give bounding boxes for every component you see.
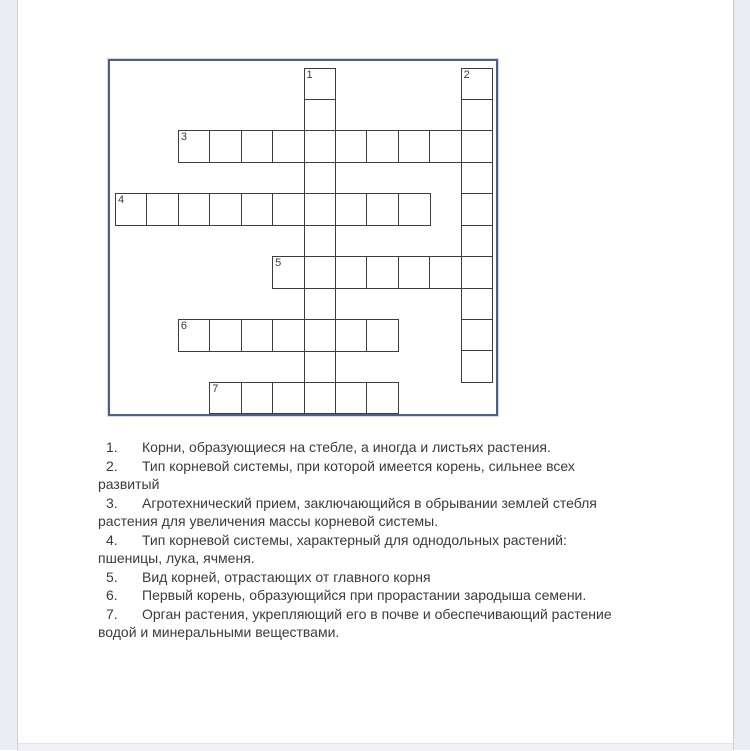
crossword-cell	[241, 193, 274, 226]
clue-number: 1.	[106, 439, 118, 455]
clue-number: 6.	[106, 587, 118, 603]
clue-item-7	[98, 605, 615, 642]
viewer-right-margin	[733, 0, 750, 750]
crossword-cell	[304, 130, 337, 163]
crossword-box	[108, 59, 498, 416]
crossword-cell-number: 2	[463, 68, 470, 81]
crossword-cell-number: 5	[275, 257, 282, 270]
crossword-cell	[366, 319, 399, 352]
clue-text: Первый корень, образующийся при прорастании зародыша семени.	[142, 587, 587, 603]
clue-text: Агротехнический прием, заключающийся в обрывании землей стебля растения для увеличения массы корневой системы.	[98, 494, 597, 529]
clue-number: 4.	[106, 531, 118, 548]
crossword-cell	[398, 130, 431, 163]
clue-text: Тип корневой системы, характерный для однодольных растений: пшеницы, лука, ячменя.	[98, 531, 567, 566]
crossword-cell	[304, 99, 337, 132]
crossword-cell	[209, 130, 242, 163]
crossword-cell	[178, 319, 211, 352]
crossword-cell	[461, 287, 494, 320]
crossword-cell	[304, 256, 337, 289]
crossword-cell-number: 7	[212, 382, 219, 395]
crossword-cell	[461, 319, 494, 352]
crossword-cell	[461, 130, 494, 163]
clue-number: 7.	[106, 605, 118, 622]
crossword-cell	[461, 225, 494, 258]
clue-number: 2.	[106, 457, 118, 474]
clue-item-1	[98, 438, 615, 457]
crossword-cell	[461, 350, 494, 383]
crossword-cell	[335, 193, 368, 226]
crossword-cell	[461, 99, 494, 132]
crossword-cell	[146, 193, 179, 226]
clue-item-3	[98, 494, 615, 531]
crossword-cell	[366, 130, 399, 163]
crossword-cell	[304, 382, 337, 415]
crossword-cell	[272, 319, 305, 352]
crossword-cell	[304, 225, 337, 258]
crossword-cell	[398, 256, 431, 289]
crossword-cell	[366, 193, 399, 226]
crossword-cell	[461, 256, 494, 289]
clue-item-5	[98, 568, 615, 587]
clue-number: 5.	[106, 568, 118, 585]
crossword-cell	[366, 382, 399, 415]
crossword-cell	[178, 130, 211, 163]
crossword-cell	[178, 193, 211, 226]
crossword-cell	[366, 256, 399, 289]
clue-text: Орган растения, укрепляющий его в почве и обеспечивающий растение водой и минеральными веществами.	[98, 605, 612, 640]
crossword-cell	[272, 256, 305, 289]
clue-item-2	[98, 457, 615, 494]
crossword-cell	[429, 130, 462, 163]
clue-text: Тип корневой системы, при которой имеется корень, сильнее всех развитый	[98, 457, 575, 492]
crossword-cell-number: 1	[306, 68, 313, 81]
crossword-cell-number: 3	[180, 131, 187, 144]
clues-list	[98, 438, 615, 642]
crossword-cell	[115, 193, 148, 226]
crossword-cell	[241, 382, 274, 415]
crossword-cell	[304, 162, 337, 195]
crossword-cell	[335, 130, 368, 163]
crossword-cell-number: 4	[118, 194, 125, 207]
crossword-cell	[272, 193, 305, 226]
crossword-cell	[304, 193, 337, 226]
crossword-cell	[241, 130, 274, 163]
crossword-cell	[429, 256, 462, 289]
crossword-cell-number: 6	[180, 319, 187, 332]
crossword-cell	[398, 193, 431, 226]
viewer-left-margin	[0, 0, 18, 750]
crossword-cell	[209, 382, 242, 415]
crossword-cell	[461, 193, 494, 226]
crossword-cell	[335, 256, 368, 289]
clue-number: 3.	[106, 494, 118, 511]
crossword-cell	[304, 350, 337, 383]
crossword-cell	[241, 319, 274, 352]
crossword-cell	[304, 319, 337, 352]
crossword-cell	[209, 319, 242, 352]
crossword-cell	[461, 68, 494, 101]
crossword-cell	[335, 319, 368, 352]
crossword-cell	[209, 193, 242, 226]
crossword-cell	[335, 382, 368, 415]
clue-item-4	[98, 531, 615, 568]
crossword-cell	[272, 130, 305, 163]
crossword-cell	[304, 287, 337, 320]
crossword-cell	[461, 162, 494, 195]
crossword-cell	[272, 382, 305, 415]
crossword-cell	[304, 68, 337, 101]
clue-text: Корни, образующиеся на стебле, а иногда и листьях растения.	[142, 439, 551, 455]
clue-text: Вид корней, отрастающих от главного корня	[142, 568, 431, 585]
clue-item-6	[98, 586, 615, 605]
